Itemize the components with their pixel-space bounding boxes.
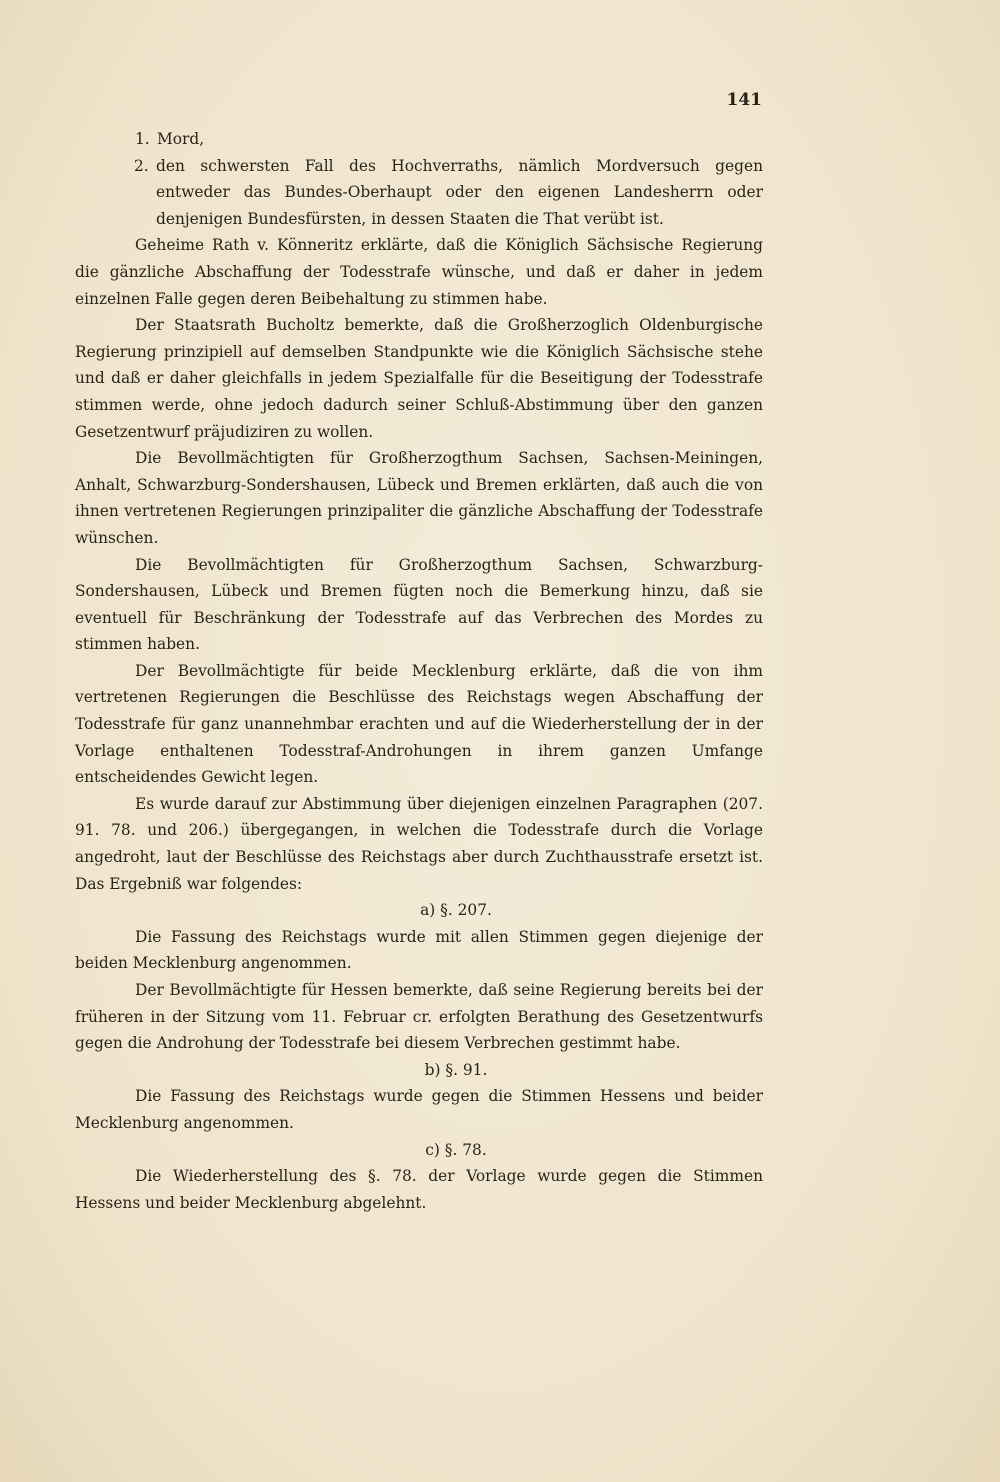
paragraph-mecklenburg: Der Bevollmächtigte für beide Mecklenburg erklärte, daß die von ihm vertretenen Regierungen die Beschlüsse des Reichstags wegen Abschaffung der Todesstrafe für ganz unannehmbar erachten und auf die Wiederherstellung der in der Vorlage enthaltenen Todesstraf-Androhungen in ihrem ganzen Umfange entscheidendes Gewicht legen. [75,661,763,787]
paragraph-bucholtz: Der Staatsrath Bucholtz bemerkte, daß die Großherzoglich Oldenburgische Regierung prinzipiell auf demselben Standpunkte wie die Königlich Sächsische stehe und daß er daher gleichfalls in jedem Spezialfalle für die Beseitigung der Todesstrafe stimmen werde, ohne jedoch dadurch seiner Schluß-Abstimmung über den ganzen Gesetzentwurf präjudiziren zu wollen. [75,316,763,441]
list-item-1 [75,126,763,153]
document-body [75,126,763,1216]
paragraph-koenneritz: Geheime Rath v. Könneritz erklärte, daß die Königlich Sächsische Regierung die gänzliche Abschaffung der Todesstrafe wünsche, und daß er daher in jedem einzelnen Falle gegen deren Beibehaltung zu stimmen habe. [75,236,763,308]
list-item-text: den schwersten Fall des Hochverraths, nämlich Mordversuch gegen entweder das Bundes-Oberhaupt oder den eigenen Landesherrn oder denjenigen Bundesfürsten, in dessen Staaten die That verübt ist. [156,156,763,228]
paragraph-abstimmung: Es wurde darauf zur Abstimmung über diejenigen einzelnen Paragraphen (207. 91. 78. und 206.) übergegangen, in welchen die Todesstrafe durch die Vorlage angedroht, laut der Beschlüsse des Reichstags aber durch Zuchthausstrafe ersetzt ist. Das Ergebniß war folgendes: [75,794,763,893]
list-item-number: 1. [135,130,150,148]
paragraph-207-result: Die Fassung des Reichstags wurde mit allen Stimmen gegen diejenige der beiden Mecklenburg angenommen. [75,927,763,973]
section-heading-78: c) §. 78. [425,1140,487,1159]
section-heading-91: b) §. 91. [424,1060,488,1079]
paragraph-91-result: Die Fassung des Reichstags wurde gegen die Stimmen Hessens und beider Mecklenburg angenommen. [75,1087,763,1132]
list-item-text: Mord, [157,130,205,148]
list-item-number: 2. [134,156,149,175]
page-number: 141 [726,90,762,110]
paragraph-78-result: Die Wiederherstellung des §. 78. der Vorlage wurde gegen die Stimmen Hessens und beider Mecklenburg abgelehnt. [75,1167,763,1212]
list-item-2 [75,153,763,233]
section-heading-207: a) §. 207. [420,901,492,920]
paragraph-bevollmaechtigte-2: Die Bevollmächtigten für Großherzogthum Sachsen, Schwarzburg-Sondershausen, Lübeck und Bremen fügten noch die Bemerkung hinzu, daß sie eventuell für Beschränkung der Todesstrafe auf das Verbrechen des Mordes zu stimmen haben. [75,555,763,654]
paragraph-hessen: Der Bevollmächtigte für Hessen bemerkte, daß seine Regierung bereits bei der früheren in der Sitzung vom 11. Februar cr. erfolgten Berathung des Gesetzentwurfs gegen die Androhung der Todesstrafe bei diesem Verbrechen gestimmt habe. [75,981,763,1053]
paragraph-bevollmaechtigte-1: Die Bevollmächtigten für Großherzogthum Sachsen, Sachsen-Meiningen, Anhalt, Schwarzburg-Sondershausen, Lübeck und Bremen erklärten, daß auch die von ihnen vertretenen Regierungen prinzipaliter die gänzliche Abschaffung der Todesstrafe wünschen. [75,449,763,547]
